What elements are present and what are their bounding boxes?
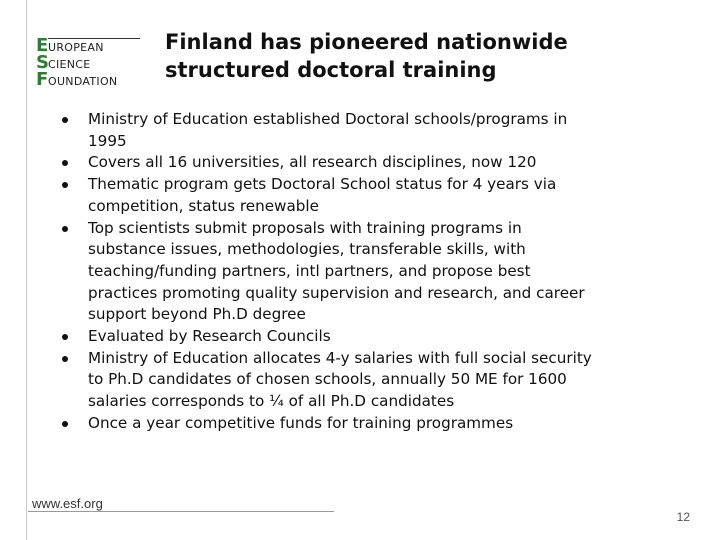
bullet-text-line: 1995 [88,131,127,150]
bullet-dot-icon [62,226,68,232]
bullet-item [62,348,702,413]
bullet-list [62,109,702,435]
bullet-item [62,109,702,152]
bullet-text-line: practices promoting quality supervision and research, and career [88,283,585,302]
bullet-text-line: Evaluated by Research Councils [88,327,331,346]
logo-initial-f: F [36,69,49,90]
bullet-dot-icon [62,160,68,166]
bullet-text-line: competition, status renewable [88,196,319,215]
bullet-text-line: Once a year competitive funds for training programmes [88,413,514,432]
bullet-dot-icon [62,356,68,362]
bullet-dot-icon [62,334,68,340]
bullet-text-line: Ministry of Education established Doctoral schools/programs in [88,110,568,128]
bullet-text-line: Ministry of Education allocates 4-y salaries with full social security [88,348,592,367]
page-number: 12 [676,510,690,524]
bullet-dot-icon [62,117,68,123]
bullet-item [62,413,702,435]
bullet-text-line: Top scientists submit proposals with training programs in [88,218,522,237]
bullet-text-line: salaries corresponds to ¼ of all Ph.D candidates [88,392,455,411]
bullet-text-line: substance issues, methodologies, transferable skills, with [88,240,526,259]
logo-word-foundation: OUNDATION [48,75,118,88]
title-line-2: structured doctoral training [165,58,497,82]
bullet-text-line: Thematic program gets Doctoral School status for 4 years via [88,175,557,194]
slide-title [165,28,685,84]
logo-row-foundation [36,69,118,90]
bullet-item [62,326,702,348]
title-line-1: Finland has pioneered nationwide [165,30,568,54]
left-divider [26,0,27,540]
logo-word-european: UROPEAN [48,41,104,54]
bullet-dot-icon [62,421,68,427]
logo-initial-s: S [36,52,49,73]
bullet-text-line: to Ph.D candidates of chosen schools, annually 50 ME for 1600 [88,370,567,389]
esf-logo [36,35,140,90]
bullet-text-line: support beyond Ph.D degree [88,305,306,324]
bullet-text-line: Covers all 16 universities, all research disciplines, now 120 [88,153,537,172]
bullet-item [62,218,702,327]
bullet-dot-icon [62,182,68,188]
bullet-text-line: teaching/funding partners, intl partners, and propose best [88,261,531,280]
logo-word-science: CIENCE [48,58,91,71]
bullet-item [62,174,702,217]
footer-rule [28,511,334,512]
footer-url: www.esf.org [32,496,103,511]
bullet-item [62,152,702,174]
logo-initial-e: E [36,35,49,56]
